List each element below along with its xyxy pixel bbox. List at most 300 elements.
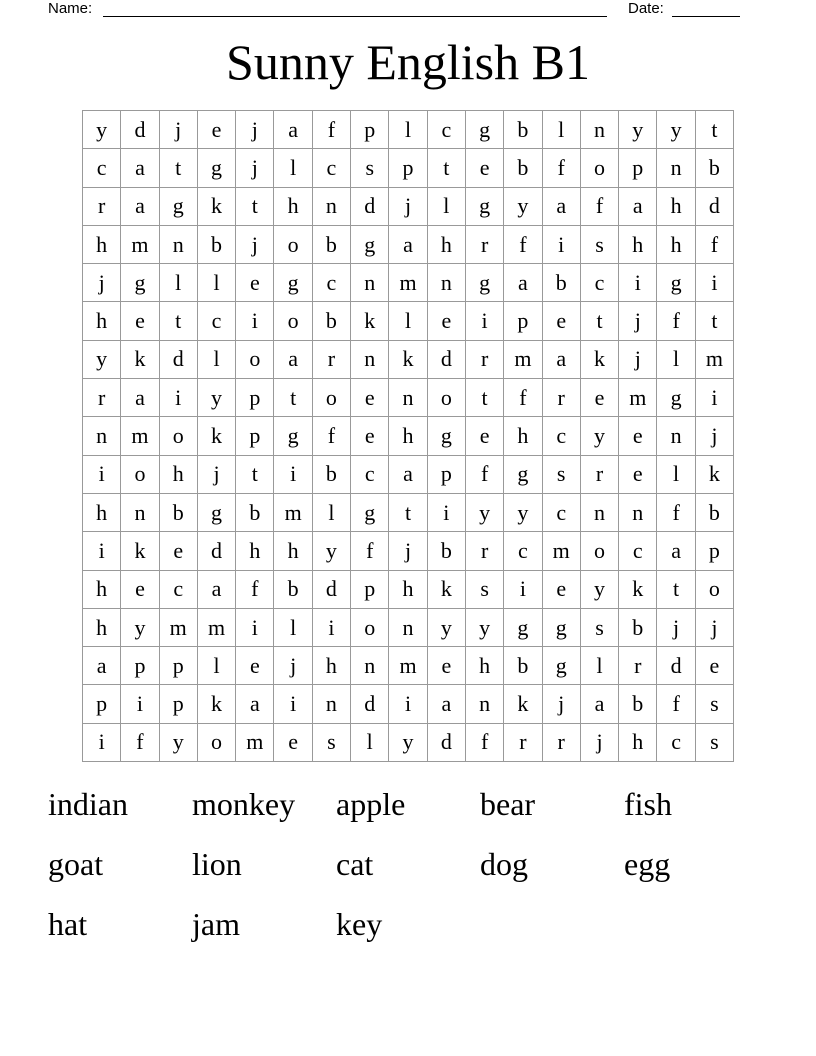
grid-cell: i <box>83 532 121 570</box>
grid-cell: n <box>466 685 504 723</box>
grid-cell: o <box>274 302 312 340</box>
grid-cell: p <box>428 456 466 494</box>
grid-cell: o <box>236 341 274 379</box>
grid-cell: f <box>121 724 159 762</box>
grid-cell: b <box>619 685 657 723</box>
grid-cell: k <box>581 341 619 379</box>
grid-cell: b <box>696 149 734 187</box>
grid-cell: k <box>351 302 389 340</box>
word-list-item: egg <box>624 846 671 882</box>
grid-cell: p <box>504 302 542 340</box>
grid-cell: i <box>696 379 734 417</box>
grid-cell: r <box>313 341 351 379</box>
grid-cell: o <box>274 226 312 264</box>
grid-cell: c <box>581 264 619 302</box>
grid-cell: k <box>198 685 236 723</box>
grid-cell: i <box>313 609 351 647</box>
grid-cell: g <box>121 264 159 302</box>
grid-cell: n <box>160 226 198 264</box>
grid-cell: p <box>696 532 734 570</box>
grid-cell: e <box>466 417 504 455</box>
grid-cell: a <box>543 188 581 226</box>
grid-cell: m <box>619 379 657 417</box>
grid-cell: o <box>160 417 198 455</box>
grid-cell: f <box>466 456 504 494</box>
grid-cell: y <box>619 111 657 149</box>
grid-cell: b <box>274 571 312 609</box>
grid-cell: f <box>504 226 542 264</box>
grid-cell: j <box>236 149 274 187</box>
word-list <box>48 780 768 960</box>
grid-cell: n <box>313 188 351 226</box>
grid-cell: k <box>198 188 236 226</box>
word-list-item: fish <box>624 786 672 822</box>
grid-cell: i <box>504 571 542 609</box>
grid-cell: o <box>351 609 389 647</box>
grid-cell: t <box>160 302 198 340</box>
grid-cell: c <box>313 264 351 302</box>
grid-cell: e <box>121 302 159 340</box>
grid-cell: l <box>274 609 312 647</box>
grid-cell: e <box>351 379 389 417</box>
grid-cell: g <box>504 609 542 647</box>
grid-cell: i <box>83 456 121 494</box>
grid-cell: l <box>198 647 236 685</box>
grid-cell: h <box>83 609 121 647</box>
grid-cell: i <box>83 724 121 762</box>
grid-cell: h <box>83 494 121 532</box>
grid-cell: e <box>160 532 198 570</box>
grid-cell: n <box>389 379 427 417</box>
grid-cell: k <box>619 571 657 609</box>
grid-cell: a <box>274 341 312 379</box>
grid-cell: o <box>121 456 159 494</box>
grid-cell: s <box>581 609 619 647</box>
grid-cell: o <box>581 532 619 570</box>
grid-cell: t <box>389 494 427 532</box>
grid-cell: g <box>466 188 504 226</box>
grid-cell: y <box>198 379 236 417</box>
grid-cell: c <box>657 724 695 762</box>
grid-cell: y <box>657 111 695 149</box>
grid-cell: c <box>504 532 542 570</box>
grid-cell: y <box>313 532 351 570</box>
grid-cell: a <box>121 188 159 226</box>
grid-cell: h <box>83 571 121 609</box>
grid-cell: b <box>504 647 542 685</box>
word-search-grid <box>82 110 734 762</box>
grid-cell: f <box>543 149 581 187</box>
grid-cell: y <box>581 417 619 455</box>
grid-cell: a <box>236 685 274 723</box>
grid-cell: t <box>466 379 504 417</box>
grid-cell: i <box>543 226 581 264</box>
grid-cell: g <box>351 494 389 532</box>
grid-cell: d <box>198 532 236 570</box>
grid-cell: j <box>160 111 198 149</box>
grid-cell: r <box>543 379 581 417</box>
word-list-item: apple <box>336 786 406 822</box>
grid-cell: g <box>504 456 542 494</box>
word-list-item: hat <box>48 906 88 942</box>
grid-cell: l <box>543 111 581 149</box>
grid-cell: y <box>389 724 427 762</box>
grid-cell: j <box>236 111 274 149</box>
grid-cell: g <box>543 609 581 647</box>
grid-cell: k <box>198 417 236 455</box>
grid-cell: t <box>581 302 619 340</box>
grid-cell: m <box>236 724 274 762</box>
grid-cell: f <box>657 494 695 532</box>
grid-cell: k <box>389 341 427 379</box>
grid-cell: k <box>121 341 159 379</box>
grid-cell: e <box>543 302 581 340</box>
grid-cell: g <box>543 647 581 685</box>
grid-cell: g <box>657 379 695 417</box>
grid-cell: a <box>83 647 121 685</box>
grid-cell: j <box>619 302 657 340</box>
grid-cell: i <box>121 685 159 723</box>
grid-cell: o <box>313 379 351 417</box>
word-list-item: cat <box>336 846 374 882</box>
grid-cell: p <box>351 571 389 609</box>
grid-cell: f <box>581 188 619 226</box>
grid-cell: c <box>428 111 466 149</box>
grid-cell: c <box>198 302 236 340</box>
grid-cell: i <box>466 302 504 340</box>
grid-cell: j <box>696 609 734 647</box>
grid-cell: h <box>389 571 427 609</box>
grid-cell: n <box>351 341 389 379</box>
grid-cell: h <box>313 647 351 685</box>
grid-cell: t <box>428 149 466 187</box>
grid-cell: m <box>121 226 159 264</box>
grid-cell: b <box>236 494 274 532</box>
page-title: Sunny English B1 <box>226 34 590 90</box>
grid-cell: h <box>236 532 274 570</box>
grid-cell: m <box>160 609 198 647</box>
grid-cell: g <box>466 264 504 302</box>
grid-cell: g <box>198 494 236 532</box>
grid-cell: l <box>198 264 236 302</box>
grid-cell: g <box>657 264 695 302</box>
grid-cell: b <box>313 226 351 264</box>
word-list-item: indian <box>48 786 128 822</box>
grid-cell: s <box>313 724 351 762</box>
grid-cell: e <box>274 724 312 762</box>
grid-cell: n <box>657 417 695 455</box>
grid-cell: j <box>696 417 734 455</box>
grid-cell: a <box>121 379 159 417</box>
grid-cell: l <box>581 647 619 685</box>
word-list-item: goat <box>48 846 104 882</box>
grid-cell: j <box>274 647 312 685</box>
grid-cell: c <box>160 571 198 609</box>
word-list-item: key <box>336 906 383 942</box>
grid-cell: j <box>198 456 236 494</box>
grid-cell: n <box>83 417 121 455</box>
grid-cell: g <box>428 417 466 455</box>
grid-cell: f <box>657 302 695 340</box>
grid-cell: t <box>160 149 198 187</box>
grid-cell: g <box>274 417 312 455</box>
grid-cell: e <box>198 111 236 149</box>
grid-cell: c <box>313 149 351 187</box>
grid-cell: l <box>428 188 466 226</box>
grid-cell: y <box>504 494 542 532</box>
grid-cell: h <box>657 226 695 264</box>
grid-cell: i <box>619 264 657 302</box>
grid-cell: l <box>274 149 312 187</box>
grid-cell: p <box>83 685 121 723</box>
grid-cell: h <box>274 188 312 226</box>
grid-cell: a <box>543 341 581 379</box>
grid-cell: f <box>351 532 389 570</box>
grid-cell: e <box>121 571 159 609</box>
grid-cell: i <box>274 685 312 723</box>
grid-cell: p <box>160 647 198 685</box>
grid-cell: n <box>313 685 351 723</box>
grid-cell: n <box>351 264 389 302</box>
grid-cell: r <box>504 724 542 762</box>
grid-cell: e <box>619 417 657 455</box>
grid-cell: n <box>428 264 466 302</box>
grid-cell: l <box>351 724 389 762</box>
grid-cell: b <box>198 226 236 264</box>
grid-cell: r <box>83 379 121 417</box>
grid-cell: e <box>428 302 466 340</box>
grid-cell: j <box>83 264 121 302</box>
grid-cell: f <box>313 417 351 455</box>
grid-cell: a <box>389 226 427 264</box>
grid-cell: y <box>466 494 504 532</box>
word-list-item: dog <box>480 846 528 882</box>
grid-cell: y <box>83 111 121 149</box>
grid-cell: k <box>428 571 466 609</box>
grid-cell: h <box>466 647 504 685</box>
grid-cell: y <box>428 609 466 647</box>
grid-cell: p <box>351 111 389 149</box>
grid-cell: d <box>351 188 389 226</box>
grid-cell: m <box>389 647 427 685</box>
grid-cell: d <box>428 724 466 762</box>
grid-cell: y <box>466 609 504 647</box>
grid-cell: a <box>428 685 466 723</box>
grid-cell: t <box>236 456 274 494</box>
grid-cell: a <box>121 149 159 187</box>
grid-cell: p <box>236 417 274 455</box>
grid-cell: h <box>83 226 121 264</box>
grid-cell: j <box>581 724 619 762</box>
grid-cell: h <box>428 226 466 264</box>
grid-cell: i <box>389 685 427 723</box>
grid-cell: o <box>428 379 466 417</box>
grid-cell: b <box>504 149 542 187</box>
grid-cell: r <box>83 188 121 226</box>
grid-cell: e <box>543 571 581 609</box>
grid-cell: m <box>121 417 159 455</box>
grid-cell: p <box>619 149 657 187</box>
grid-cell: n <box>121 494 159 532</box>
grid-cell: b <box>619 609 657 647</box>
grid-cell: i <box>160 379 198 417</box>
grid-cell: f <box>504 379 542 417</box>
grid-cell: g <box>351 226 389 264</box>
grid-cell: d <box>313 571 351 609</box>
grid-cell: h <box>389 417 427 455</box>
grid-cell: j <box>657 609 695 647</box>
grid-cell: a <box>389 456 427 494</box>
grid-cell: b <box>313 302 351 340</box>
grid-cell: y <box>581 571 619 609</box>
grid-cell: b <box>160 494 198 532</box>
grid-cell: y <box>504 188 542 226</box>
grid-cell: k <box>696 456 734 494</box>
grid-cell: o <box>581 149 619 187</box>
grid-cell: h <box>83 302 121 340</box>
grid-cell: d <box>696 188 734 226</box>
grid-cell: n <box>581 494 619 532</box>
grid-cell: l <box>313 494 351 532</box>
grid-cell: l <box>389 111 427 149</box>
grid-cell: f <box>657 685 695 723</box>
grid-cell: c <box>543 494 581 532</box>
grid-cell: h <box>619 724 657 762</box>
grid-cell: h <box>504 417 542 455</box>
date-label: Date: <box>628 0 664 17</box>
grid-cell: b <box>428 532 466 570</box>
grid-cell: j <box>236 226 274 264</box>
grid-cell: d <box>351 685 389 723</box>
grid-cell: a <box>619 188 657 226</box>
grid-cell: o <box>198 724 236 762</box>
grid-cell: t <box>274 379 312 417</box>
grid-cell: b <box>504 111 542 149</box>
grid-cell: d <box>657 647 695 685</box>
word-list-item: jam <box>192 906 240 942</box>
grid-cell: a <box>198 571 236 609</box>
grid-cell: e <box>619 456 657 494</box>
grid-cell: p <box>121 647 159 685</box>
word-list-item: monkey <box>192 786 296 822</box>
grid-cell: d <box>121 111 159 149</box>
grid-cell: h <box>657 188 695 226</box>
grid-cell: t <box>696 302 734 340</box>
grid-cell: m <box>504 341 542 379</box>
grid-cell: i <box>274 456 312 494</box>
header-line <box>48 0 748 20</box>
grid-cell: k <box>504 685 542 723</box>
grid-cell: c <box>619 532 657 570</box>
grid-cell: p <box>160 685 198 723</box>
grid-cell: g <box>198 149 236 187</box>
grid-cell: f <box>236 571 274 609</box>
grid-cell: g <box>466 111 504 149</box>
grid-cell: p <box>236 379 274 417</box>
grid-cell: i <box>236 609 274 647</box>
grid-cell: g <box>274 264 312 302</box>
grid-cell: d <box>428 341 466 379</box>
grid-cell: r <box>466 341 504 379</box>
grid-cell: e <box>236 264 274 302</box>
grid-cell: y <box>83 341 121 379</box>
grid-cell: i <box>428 494 466 532</box>
grid-cell: d <box>160 341 198 379</box>
grid-cell: s <box>543 456 581 494</box>
grid-cell: e <box>696 647 734 685</box>
grid-cell: r <box>466 532 504 570</box>
grid-cell: e <box>581 379 619 417</box>
grid-cell: n <box>581 111 619 149</box>
grid-cell: g <box>160 188 198 226</box>
word-list-item: lion <box>192 846 242 882</box>
grid-cell: p <box>389 149 427 187</box>
grid-cell: b <box>543 264 581 302</box>
grid-cell: f <box>313 111 351 149</box>
grid-cell: m <box>543 532 581 570</box>
grid-cell: f <box>466 724 504 762</box>
grid-cell: i <box>236 302 274 340</box>
grid-cell: r <box>466 226 504 264</box>
grid-cell: t <box>657 571 695 609</box>
grid-cell: j <box>543 685 581 723</box>
grid-cell: s <box>466 571 504 609</box>
grid-cell: s <box>581 226 619 264</box>
grid-cell: b <box>696 494 734 532</box>
grid-cell: e <box>466 149 504 187</box>
grid-cell: m <box>389 264 427 302</box>
name-label: Name: <box>48 0 93 17</box>
grid-cell: t <box>696 111 734 149</box>
grid-cell: m <box>274 494 312 532</box>
grid-cell: n <box>389 609 427 647</box>
name-blank-line <box>103 0 607 17</box>
grid-cell: j <box>619 341 657 379</box>
grid-cell: l <box>389 302 427 340</box>
grid-cell: r <box>543 724 581 762</box>
grid-cell: j <box>389 532 427 570</box>
grid-cell: f <box>696 226 734 264</box>
grid-cell: r <box>581 456 619 494</box>
grid-cell: t <box>236 188 274 226</box>
grid-cell: a <box>581 685 619 723</box>
grid-cell: o <box>696 571 734 609</box>
grid-cell: c <box>83 149 121 187</box>
grid-cell: s <box>696 685 734 723</box>
grid-cell: h <box>274 532 312 570</box>
grid-cell: m <box>696 341 734 379</box>
date-blank-line <box>672 0 740 17</box>
grid-cell: l <box>657 456 695 494</box>
grid-cell: c <box>543 417 581 455</box>
grid-cell: r <box>619 647 657 685</box>
word-list-item: bear <box>480 786 536 822</box>
grid-cell: e <box>351 417 389 455</box>
grid-cell: h <box>619 226 657 264</box>
grid-cell: m <box>198 609 236 647</box>
grid-cell: c <box>351 456 389 494</box>
grid-cell: i <box>696 264 734 302</box>
grid-cell: a <box>274 111 312 149</box>
grid-cell: l <box>198 341 236 379</box>
grid-cell: l <box>657 341 695 379</box>
grid-cell: s <box>696 724 734 762</box>
grid-cell: b <box>313 456 351 494</box>
grid-cell: l <box>160 264 198 302</box>
grid-cell: a <box>504 264 542 302</box>
grid-cell: k <box>121 532 159 570</box>
grid-cell: h <box>160 456 198 494</box>
